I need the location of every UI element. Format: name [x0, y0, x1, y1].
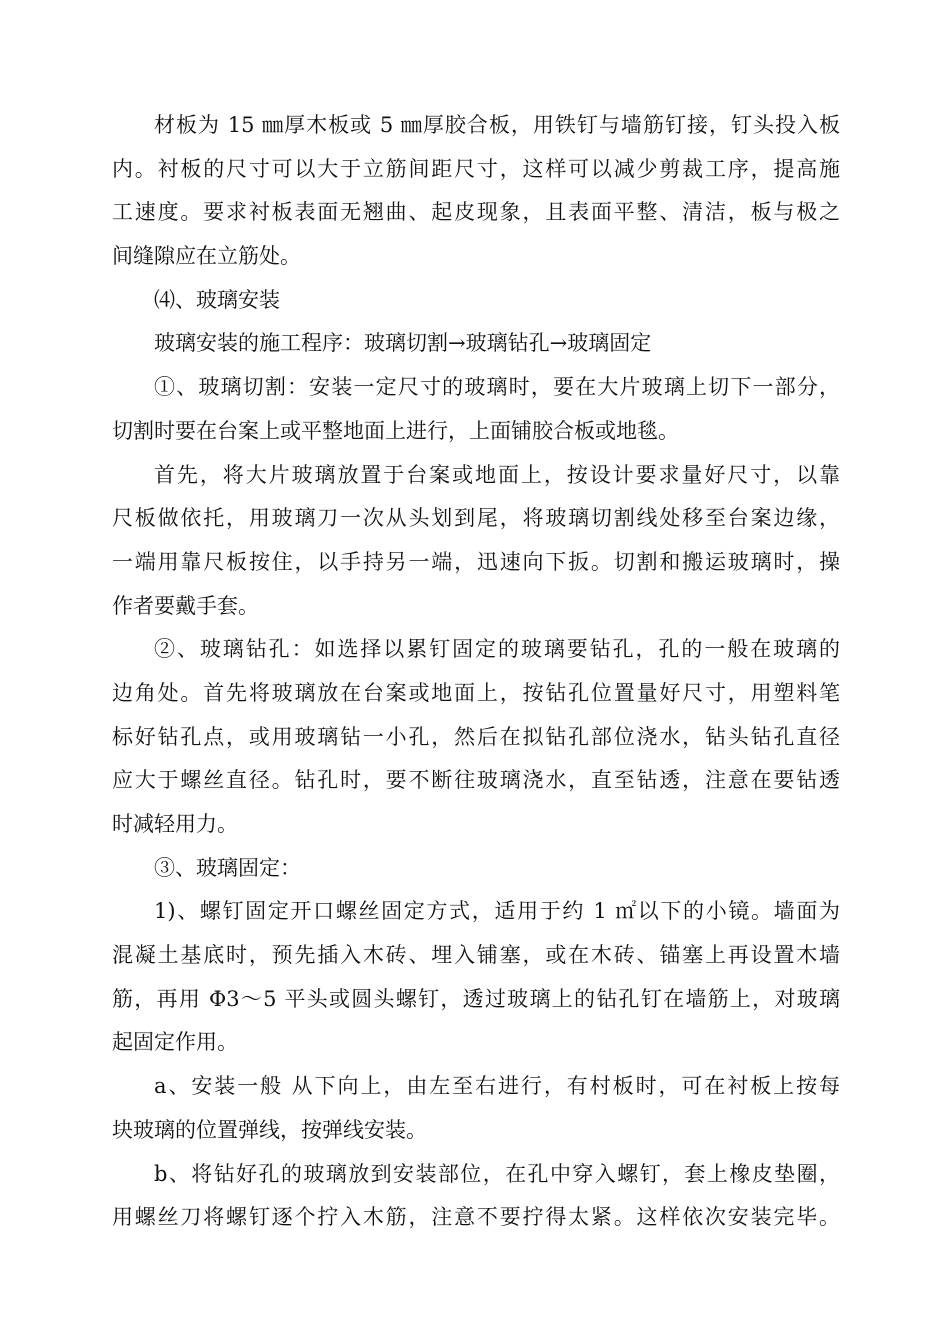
text-line: a、安装一般 从下向上，由左至右进行，有村板时，可在衬板上按每 — [154, 1074, 840, 1099]
text-line: ③、玻璃固定： — [154, 855, 301, 880]
text-line: 标好钻孔点，或用玻璃钻一小孔，然后在拟钻孔部位浇水，钻头钻孔直径 — [112, 724, 840, 749]
text-line: 切割时要在台案上或平整地面上进行，上面铺胶合板或地毯。 — [112, 418, 679, 443]
text-line: 用螺丝刀将螺钉逐个拧入木筋，注意不要拧得太紧。这样依次安装完毕。 — [112, 1205, 840, 1230]
text-line: 间缝隙应在立筋处。 — [112, 244, 301, 269]
text-line: 边角处。首先将玻璃放在台案或地面上，按钻孔位置量好尺寸，用塑料笔 — [112, 680, 840, 705]
text-line: 尺板做依托，用玻璃刀一次从头划到尾，将玻璃切割线处移至台案边缘， — [112, 506, 840, 531]
text-line: ②、玻璃钻孔：如选择以累钉固定的玻璃要钻孔，孔的一般在玻璃的 — [154, 637, 840, 662]
text-line: 块玻璃的位置弹线，按弹线安装。 — [112, 1117, 427, 1142]
section-heading: ⑷、玻璃安装 — [154, 287, 280, 312]
body-text — [112, 104, 840, 1240]
text-line: 一端用靠尺板按住，以手持另一端，迅速向下扳。切割和搬运玻璃时，操 — [112, 549, 840, 574]
text-line: 时减轻用力。 — [112, 812, 238, 836]
text-line: 混凝土基底时，预先插入木砖、埋入铺塞，或在木砖、锚塞上再设置木墙 — [112, 943, 840, 968]
text-line: 首先，将大片玻璃放置于台案或地面上，按设计要求量好尺寸，以靠 — [154, 462, 840, 487]
text-line: 内。衬板的尺寸可以大于立筋间距尺寸，这样可以减少剪裁工序，提高施 — [112, 156, 840, 181]
text-line: 1)、螺钉固定开口螺丝固定方式，适用于约 1 ㎡以下的小镜。墙面为 — [154, 899, 840, 924]
text-line: 起固定作用。 — [112, 1030, 238, 1055]
text-line: 工速度。要求衬板表面无翘曲、起皮现象，且表面平整、清洁，板与极之 — [112, 200, 840, 225]
text-line: b、将钻好孔的玻璃放到安装部位，在孔中穿入螺钉，套上橡皮垫圈， — [154, 1161, 840, 1186]
text-line: 筋，再用 Φ3～5 平头或圆头螺钉，透过玻璃上的钻孔钉在墙筋上，对玻璃 — [112, 986, 840, 1011]
text-line: 材板为 15 ㎜厚木板或 5 ㎜厚胶合板，用铁钉与墙筋钉接，钉头投入板 — [154, 113, 840, 137]
text-line: 玻璃安装的施工程序：玻璃切割→玻璃钻孔→玻璃固定 — [154, 331, 652, 356]
text-line: ①、玻璃切割：安装一定尺寸的玻璃时，要在大片玻璃上切下一部分， — [154, 375, 840, 400]
text-line: 应大于螺丝直径。钻孔时，要不断往玻璃浇水，直至钻透，注意在要钻透 — [112, 768, 840, 793]
text-line: 作者要戴手套。 — [112, 593, 259, 618]
